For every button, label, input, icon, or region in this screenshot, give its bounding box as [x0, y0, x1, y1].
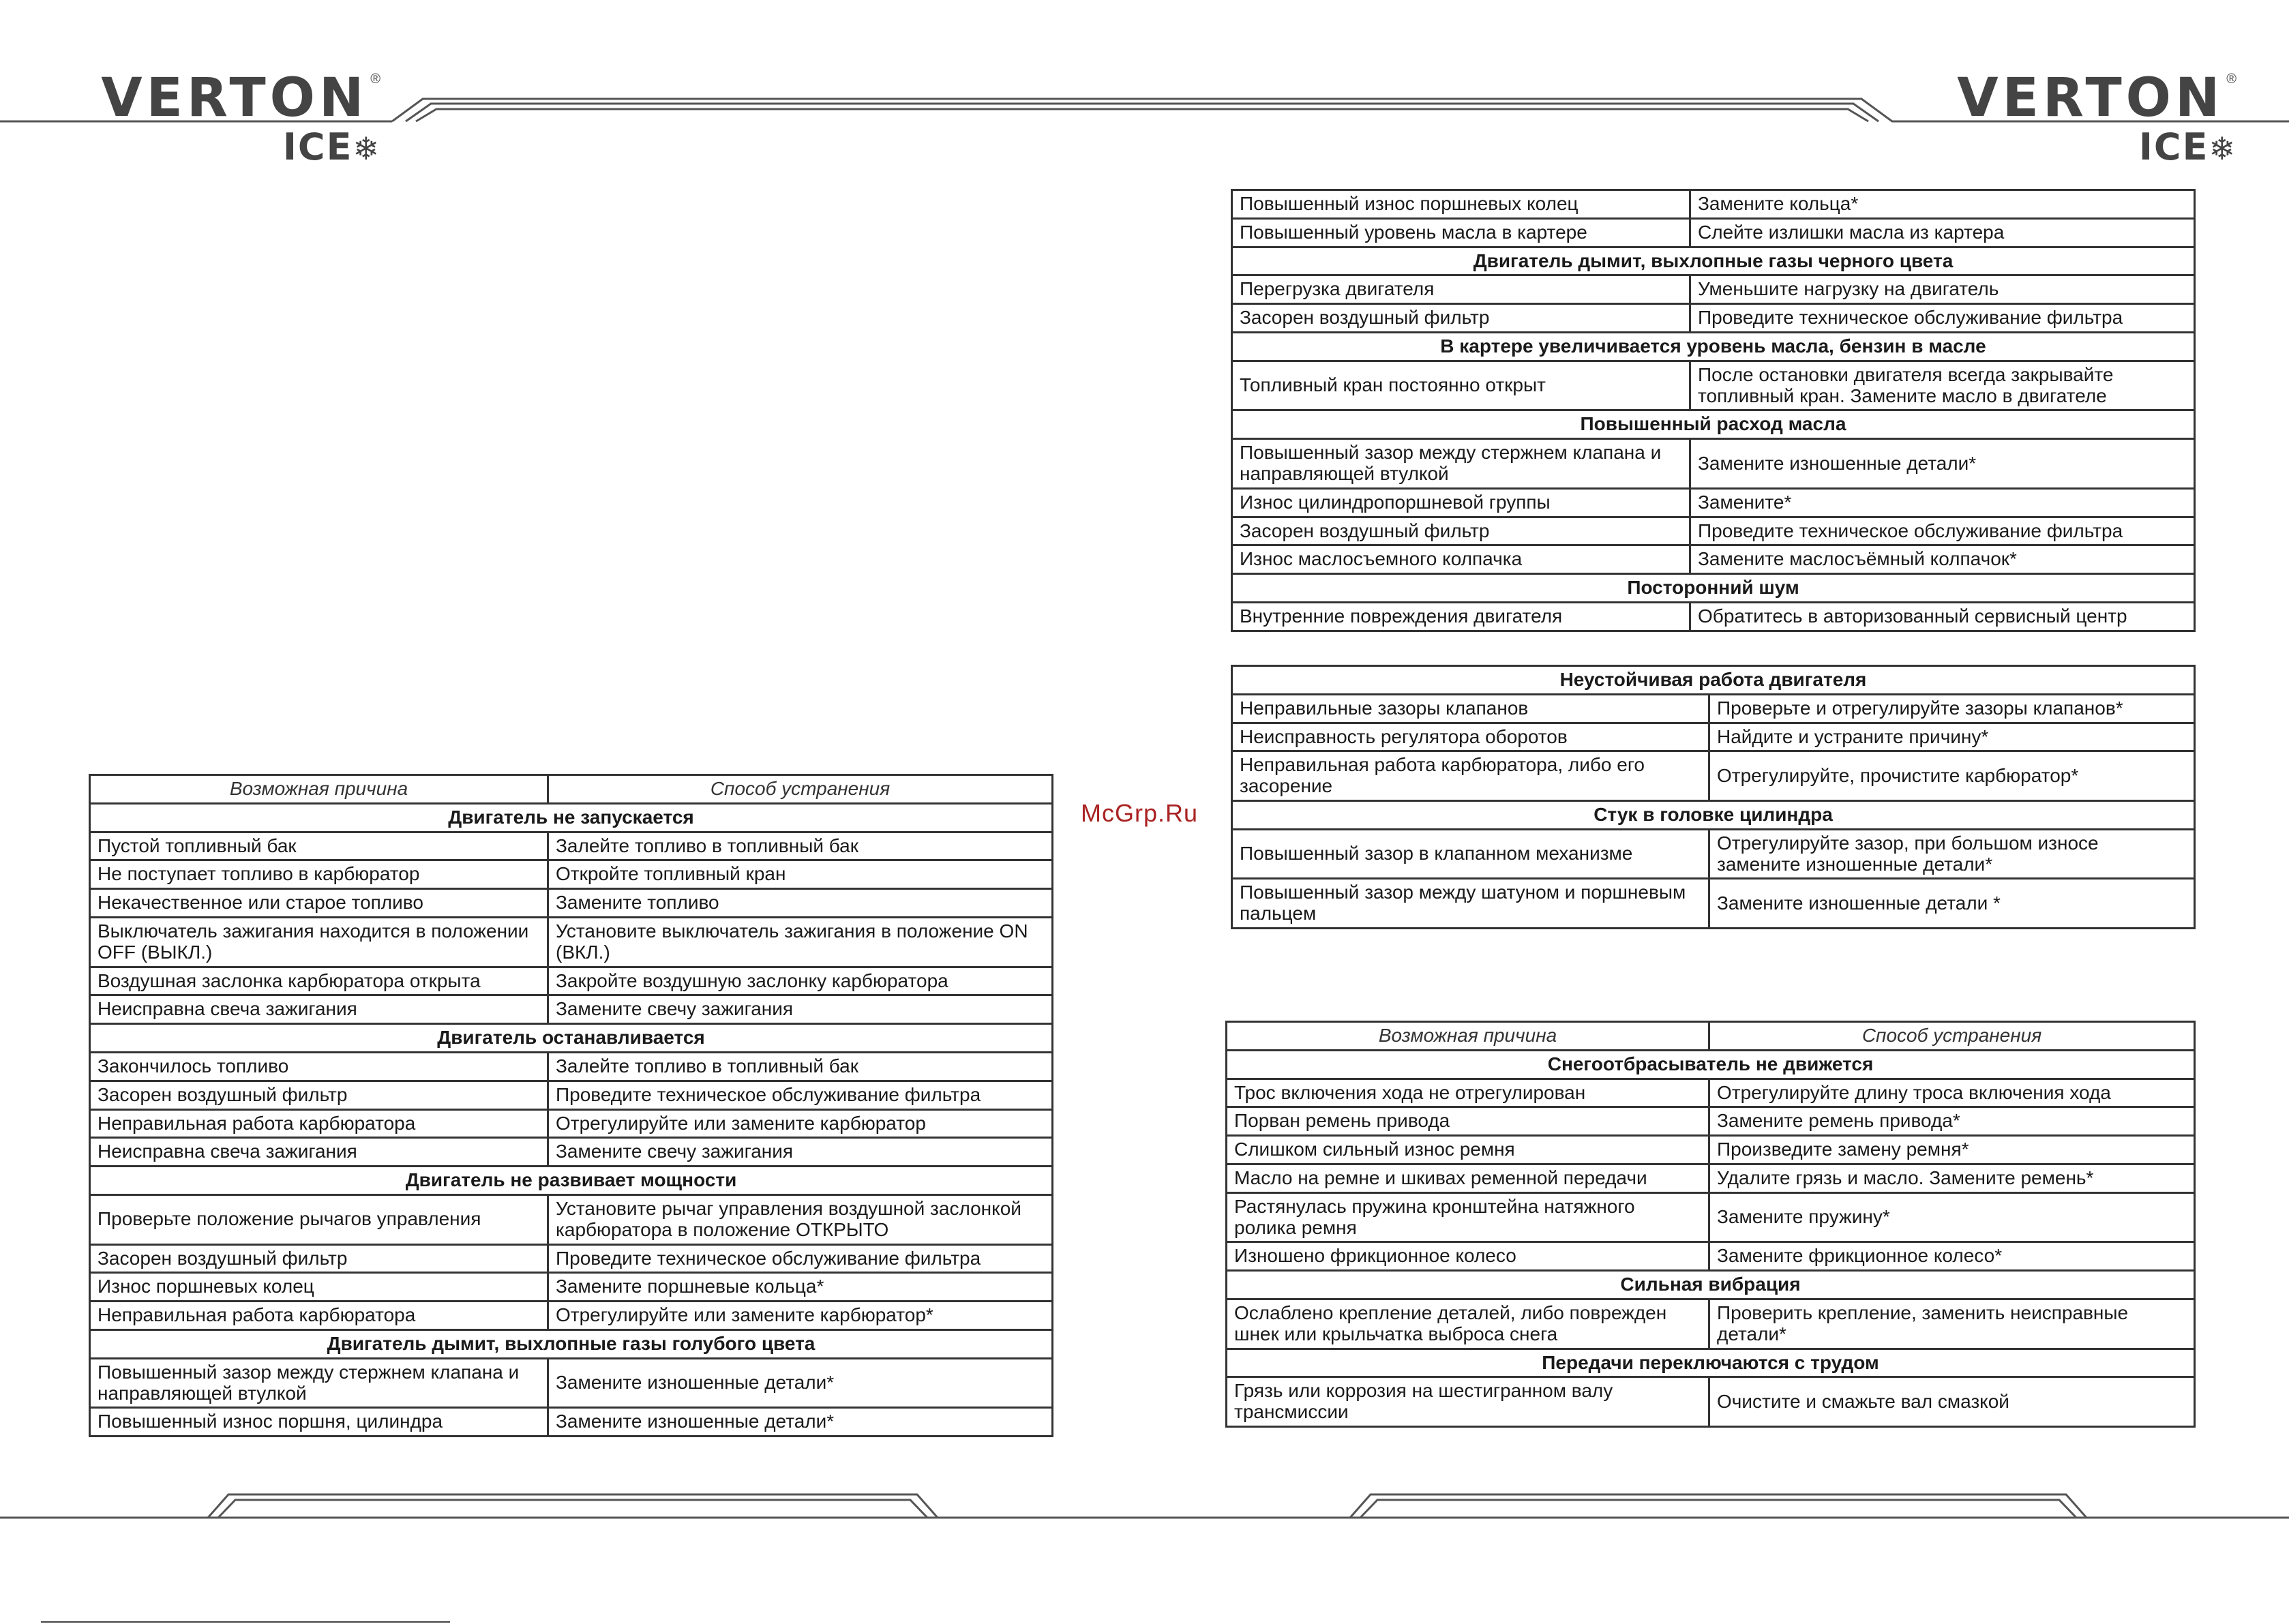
cause-cell: Повышенный износ поршневых колец	[1232, 190, 1690, 219]
section-row	[1232, 800, 2195, 829]
cause-cell: Изношено фрикционное колесо	[1227, 1242, 1709, 1271]
remedy-cell: Найдите и устраните причину*	[1709, 723, 2195, 751]
table-row	[90, 832, 1053, 860]
table-header-row	[1227, 1022, 2195, 1051]
cause-cell: Повышенный зазор между стержнем клапана и направляющей втулкой	[90, 1358, 548, 1408]
brand-sub: ICE	[282, 125, 353, 168]
table-row	[1232, 218, 2195, 247]
remedy-cell: Отрегулируйте зазор, при большом износе замените изношенные детали*	[1709, 829, 2195, 879]
registered-mark: ®	[2226, 72, 2236, 87]
remedy-cell: Замените ремень привода*	[1709, 1107, 2195, 1136]
cause-cell: Повышенный зазор между стержнем клапана и направляющей втулкой	[1232, 439, 1690, 489]
table-row	[90, 917, 1053, 967]
table-row	[1227, 1164, 2195, 1192]
cause-cell: Масло на ремне и шкивах ременной передачи	[1227, 1164, 1709, 1192]
section-row	[90, 1024, 1053, 1053]
brand-sub: ICE	[2138, 125, 2209, 168]
cause-cell: Воздушная заслонка карбюратора открыта	[90, 967, 548, 995]
remedy-cell: Отрегулируйте или замените карбюратор*	[548, 1302, 1053, 1330]
section-title: В картере увеличивается уровень масла, бензин в масле	[1232, 332, 2195, 361]
table-row	[90, 860, 1053, 889]
table-row	[90, 1052, 1053, 1081]
cause-cell: Выключатель зажигания находится в положении OFF (ВЫКЛ.)	[90, 917, 548, 967]
remedy-cell: Замените изношенные детали*	[1690, 439, 2195, 489]
remedy-cell: Обратитесь в авторизованный сервисный центр	[1690, 602, 2195, 631]
table-row	[1227, 1107, 2195, 1136]
cause-cell: Порван ремень привода	[1227, 1107, 1709, 1136]
section-row	[1227, 1349, 2195, 1377]
table-row	[1232, 488, 2195, 517]
troubleshooting-table-right-bottom	[1225, 1021, 2196, 1428]
cause-cell: Не поступает топливо в карбюратор	[90, 860, 548, 889]
remedy-cell: Уменьшите нагрузку на двигатель	[1690, 275, 2195, 304]
cause-cell: Износ маслосъемного колпачка	[1232, 545, 1690, 574]
table-row	[1227, 1377, 2195, 1427]
remedy-cell: Замените изношенные детали *	[1709, 879, 2195, 929]
cause-cell: Засорен воздушный фильтр	[90, 1244, 548, 1273]
remedy-cell: Проведите техническое обслуживание фильтра	[1690, 304, 2195, 333]
header-remedy: Способ устранения	[1709, 1022, 2195, 1051]
remedy-cell: Установите рычаг управления воздушной заслонкой карбюратора в положение ОТКРЫТО	[548, 1194, 1053, 1244]
cause-cell: Засорен воздушный фильтр	[1232, 517, 1690, 545]
remedy-cell: Замените кольца*	[1690, 190, 2195, 219]
table-row	[90, 1273, 1053, 1302]
table-row	[90, 1408, 1053, 1437]
cause-cell: Неправильные зазоры клапанов	[1232, 694, 1709, 723]
remedy-cell: Замените фрикционное колесо*	[1709, 1242, 2195, 1271]
table-row	[1232, 723, 2195, 751]
remedy-cell: Откройте топливный кран	[548, 860, 1053, 889]
remedy-cell: Очистите и смажьте вал смазкой	[1709, 1377, 2195, 1427]
remedy-cell: Установите выключатель зажигания в положение ON (ВКЛ.)	[548, 917, 1053, 967]
table-row	[90, 1138, 1053, 1167]
table-row	[1227, 1299, 2195, 1349]
watermark: McGrp.Ru	[1081, 799, 1199, 827]
table-row	[1232, 190, 2195, 219]
section-title: Двигатель дымит, выхлопные газы голубого цвета	[90, 1329, 1053, 1358]
section-row	[90, 1329, 1053, 1358]
brand-name: VERTON	[1957, 67, 2224, 129]
remedy-cell: Замените свечу зажигания	[548, 1138, 1053, 1167]
section-row	[1232, 247, 2195, 275]
table-row	[1232, 694, 2195, 723]
section-title: Сильная вибрация	[1227, 1271, 2195, 1299]
table-row	[90, 1358, 1053, 1408]
remedy-cell: Закройте воздушную заслонку карбюратора	[548, 967, 1053, 995]
troubleshooting-table-left	[89, 774, 1053, 1437]
table-row	[90, 1194, 1053, 1244]
remedy-cell: Замените маслосъёмный колпачок*	[1690, 545, 2195, 574]
section-row	[1232, 574, 2195, 603]
table-row	[90, 1081, 1053, 1109]
remedy-cell: Проведите техническое обслуживание фильтра	[1690, 517, 2195, 545]
cause-cell: Ослаблено крепление деталей, либо поврежден шнек или крыльчатка выброса снега	[1227, 1299, 1709, 1349]
remedy-cell: Замените изношенные детали*	[548, 1358, 1053, 1408]
table-row	[1227, 1079, 2195, 1107]
cause-cell: Засорен воздушный фильтр	[1232, 304, 1690, 333]
cause-cell: Внутренние повреждения двигателя	[1232, 602, 1690, 631]
table-row	[1232, 602, 2195, 631]
registered-mark: ®	[370, 72, 380, 87]
remedy-cell: После остановки двигателя всегда закрывайте топливный кран. Замените масло в двигателе	[1690, 361, 2195, 410]
table-row	[1232, 439, 2195, 489]
section-title: Снегоотбрасыватель не движется	[1227, 1050, 2195, 1079]
brand-logo-left	[80, 67, 380, 168]
section-title: Передачи переключаются с трудом	[1227, 1349, 2195, 1377]
table-row	[1232, 275, 2195, 304]
section-title: Двигатель не развивает мощности	[90, 1167, 1053, 1195]
section-row	[1232, 332, 2195, 361]
section-title: Повышенный расход масла	[1232, 410, 2195, 439]
section-title: Двигатель не запускается	[90, 803, 1053, 832]
cause-cell: Закончилось топливо	[90, 1052, 548, 1081]
header-remedy: Способ устранения	[548, 775, 1053, 804]
table-row	[1227, 1192, 2195, 1242]
troubleshooting-table-right-top	[1231, 189, 2196, 632]
section-title: Стук в головке цилиндра	[1232, 800, 2195, 829]
table-row	[90, 889, 1053, 918]
remedy-cell: Проведите техническое обслуживание фильтра	[548, 1244, 1053, 1273]
table-row	[1232, 545, 2195, 574]
table-row	[90, 1302, 1053, 1330]
remedy-cell: Залейте топливо в топливный бак	[548, 832, 1053, 860]
troubleshooting-table-right-middle	[1231, 665, 2196, 929]
table-row	[1227, 1242, 2195, 1271]
remedy-cell: Отрегулируйте, прочистите карбюратор*	[1709, 751, 2195, 801]
remedy-cell: Слейте излишки масла из картера	[1690, 218, 2195, 247]
table-row	[1232, 751, 2195, 801]
table-row	[1232, 517, 2195, 545]
table-row	[1232, 304, 2195, 333]
cause-cell: Грязь или коррозия на шестигранном валу трансмиссии	[1227, 1377, 1709, 1427]
remedy-cell: Замените топливо	[548, 889, 1053, 918]
section-title: Двигатель дымит, выхлопные газы черного цвета	[1232, 247, 2195, 275]
cause-cell: Пустой топливный бак	[90, 832, 548, 860]
cause-cell: Трос включения хода не отрегулирован	[1227, 1079, 1709, 1107]
section-row	[1232, 410, 2195, 439]
snowflake-icon: ❄	[2209, 130, 2236, 167]
table-row	[90, 1109, 1053, 1138]
section-row	[90, 803, 1053, 832]
remedy-cell: Отрегулируйте или замените карбюратор	[548, 1109, 1053, 1138]
cause-cell: Топливный кран постоянно открыт	[1232, 361, 1690, 410]
header-cause: Возможная причина	[1227, 1022, 1709, 1051]
table-row	[1232, 829, 2195, 879]
cause-cell: Неисправна свеча зажигания	[90, 1138, 548, 1167]
table-row	[1232, 361, 2195, 410]
cause-cell: Растянулась пружина кронштейна натяжного ролика ремня	[1227, 1192, 1709, 1242]
table-row	[90, 967, 1053, 995]
cause-cell: Повышенный зазор между шатуном и поршневым пальцем	[1232, 879, 1709, 929]
header-cause: Возможная причина	[90, 775, 548, 804]
section-row	[1227, 1271, 2195, 1299]
remedy-cell: Замените поршневые кольца*	[548, 1273, 1053, 1302]
remedy-cell: Проведите техническое обслуживание фильтра	[548, 1081, 1053, 1109]
section-title: Неустойчивая работа двигателя	[1232, 666, 2195, 695]
remedy-cell: Проверить крепление, заменить неисправные детали*	[1709, 1299, 2195, 1349]
remedy-cell: Удалите грязь и масло. Замените ремень*	[1709, 1164, 2195, 1192]
remedy-cell: Отрегулируйте длину троса включения хода	[1709, 1079, 2195, 1107]
remedy-cell: Проверьте и отрегулируйте зазоры клапанов*	[1709, 694, 2195, 723]
table-header-row	[90, 775, 1053, 804]
remedy-cell: Замените изношенные детали*	[548, 1408, 1053, 1437]
remedy-cell: Произведите замену ремня*	[1709, 1136, 2195, 1164]
section-title: Двигатель останавливается	[90, 1024, 1053, 1053]
section-title: Посторонний шум	[1232, 574, 2195, 603]
cause-cell: Некачественное или старое топливо	[90, 889, 548, 918]
table-row	[90, 1244, 1053, 1273]
section-row	[1227, 1050, 2195, 1079]
cause-cell: Повышенный уровень масла в картере	[1232, 218, 1690, 247]
brand-logo-right	[1936, 67, 2236, 168]
cause-cell: Неправильная работа карбюратора	[90, 1302, 548, 1330]
table-row	[1232, 879, 2195, 929]
cause-cell: Износ поршневых колец	[90, 1273, 548, 1302]
cause-cell: Повышенный износ поршня, цилиндра	[90, 1408, 548, 1437]
snowflake-icon: ❄	[353, 130, 380, 167]
table-row	[90, 995, 1053, 1024]
cause-cell: Износ цилиндропоршневой группы	[1232, 488, 1690, 517]
brand-name: VERTON	[101, 67, 368, 129]
cause-cell: Проверьте положение рычагов управления	[90, 1194, 548, 1244]
cause-cell: Слишком сильный износ ремня	[1227, 1136, 1709, 1164]
cause-cell: Засорен воздушный фильтр	[90, 1081, 548, 1109]
remedy-cell: Замените*	[1690, 488, 2195, 517]
cause-cell: Неисправность регулятора оборотов	[1232, 723, 1709, 751]
cause-cell: Неисправна свеча зажигания	[90, 995, 548, 1024]
cause-cell: Неправильная работа карбюратора, либо его засорение	[1232, 751, 1709, 801]
remedy-cell: Замените пружину*	[1709, 1192, 2195, 1242]
remedy-cell: Замените свечу зажигания	[548, 995, 1053, 1024]
section-row	[90, 1167, 1053, 1195]
footer-rule	[41, 1621, 450, 1623]
cause-cell: Перегрузка двигателя	[1232, 275, 1690, 304]
section-row	[1232, 666, 2195, 695]
cause-cell: Неправильная работа карбюратора	[90, 1109, 548, 1138]
remedy-cell: Залейте топливо в топливный бак	[548, 1052, 1053, 1081]
table-row	[1227, 1136, 2195, 1164]
cause-cell: Повышенный зазор в клапанном механизме	[1232, 829, 1709, 879]
